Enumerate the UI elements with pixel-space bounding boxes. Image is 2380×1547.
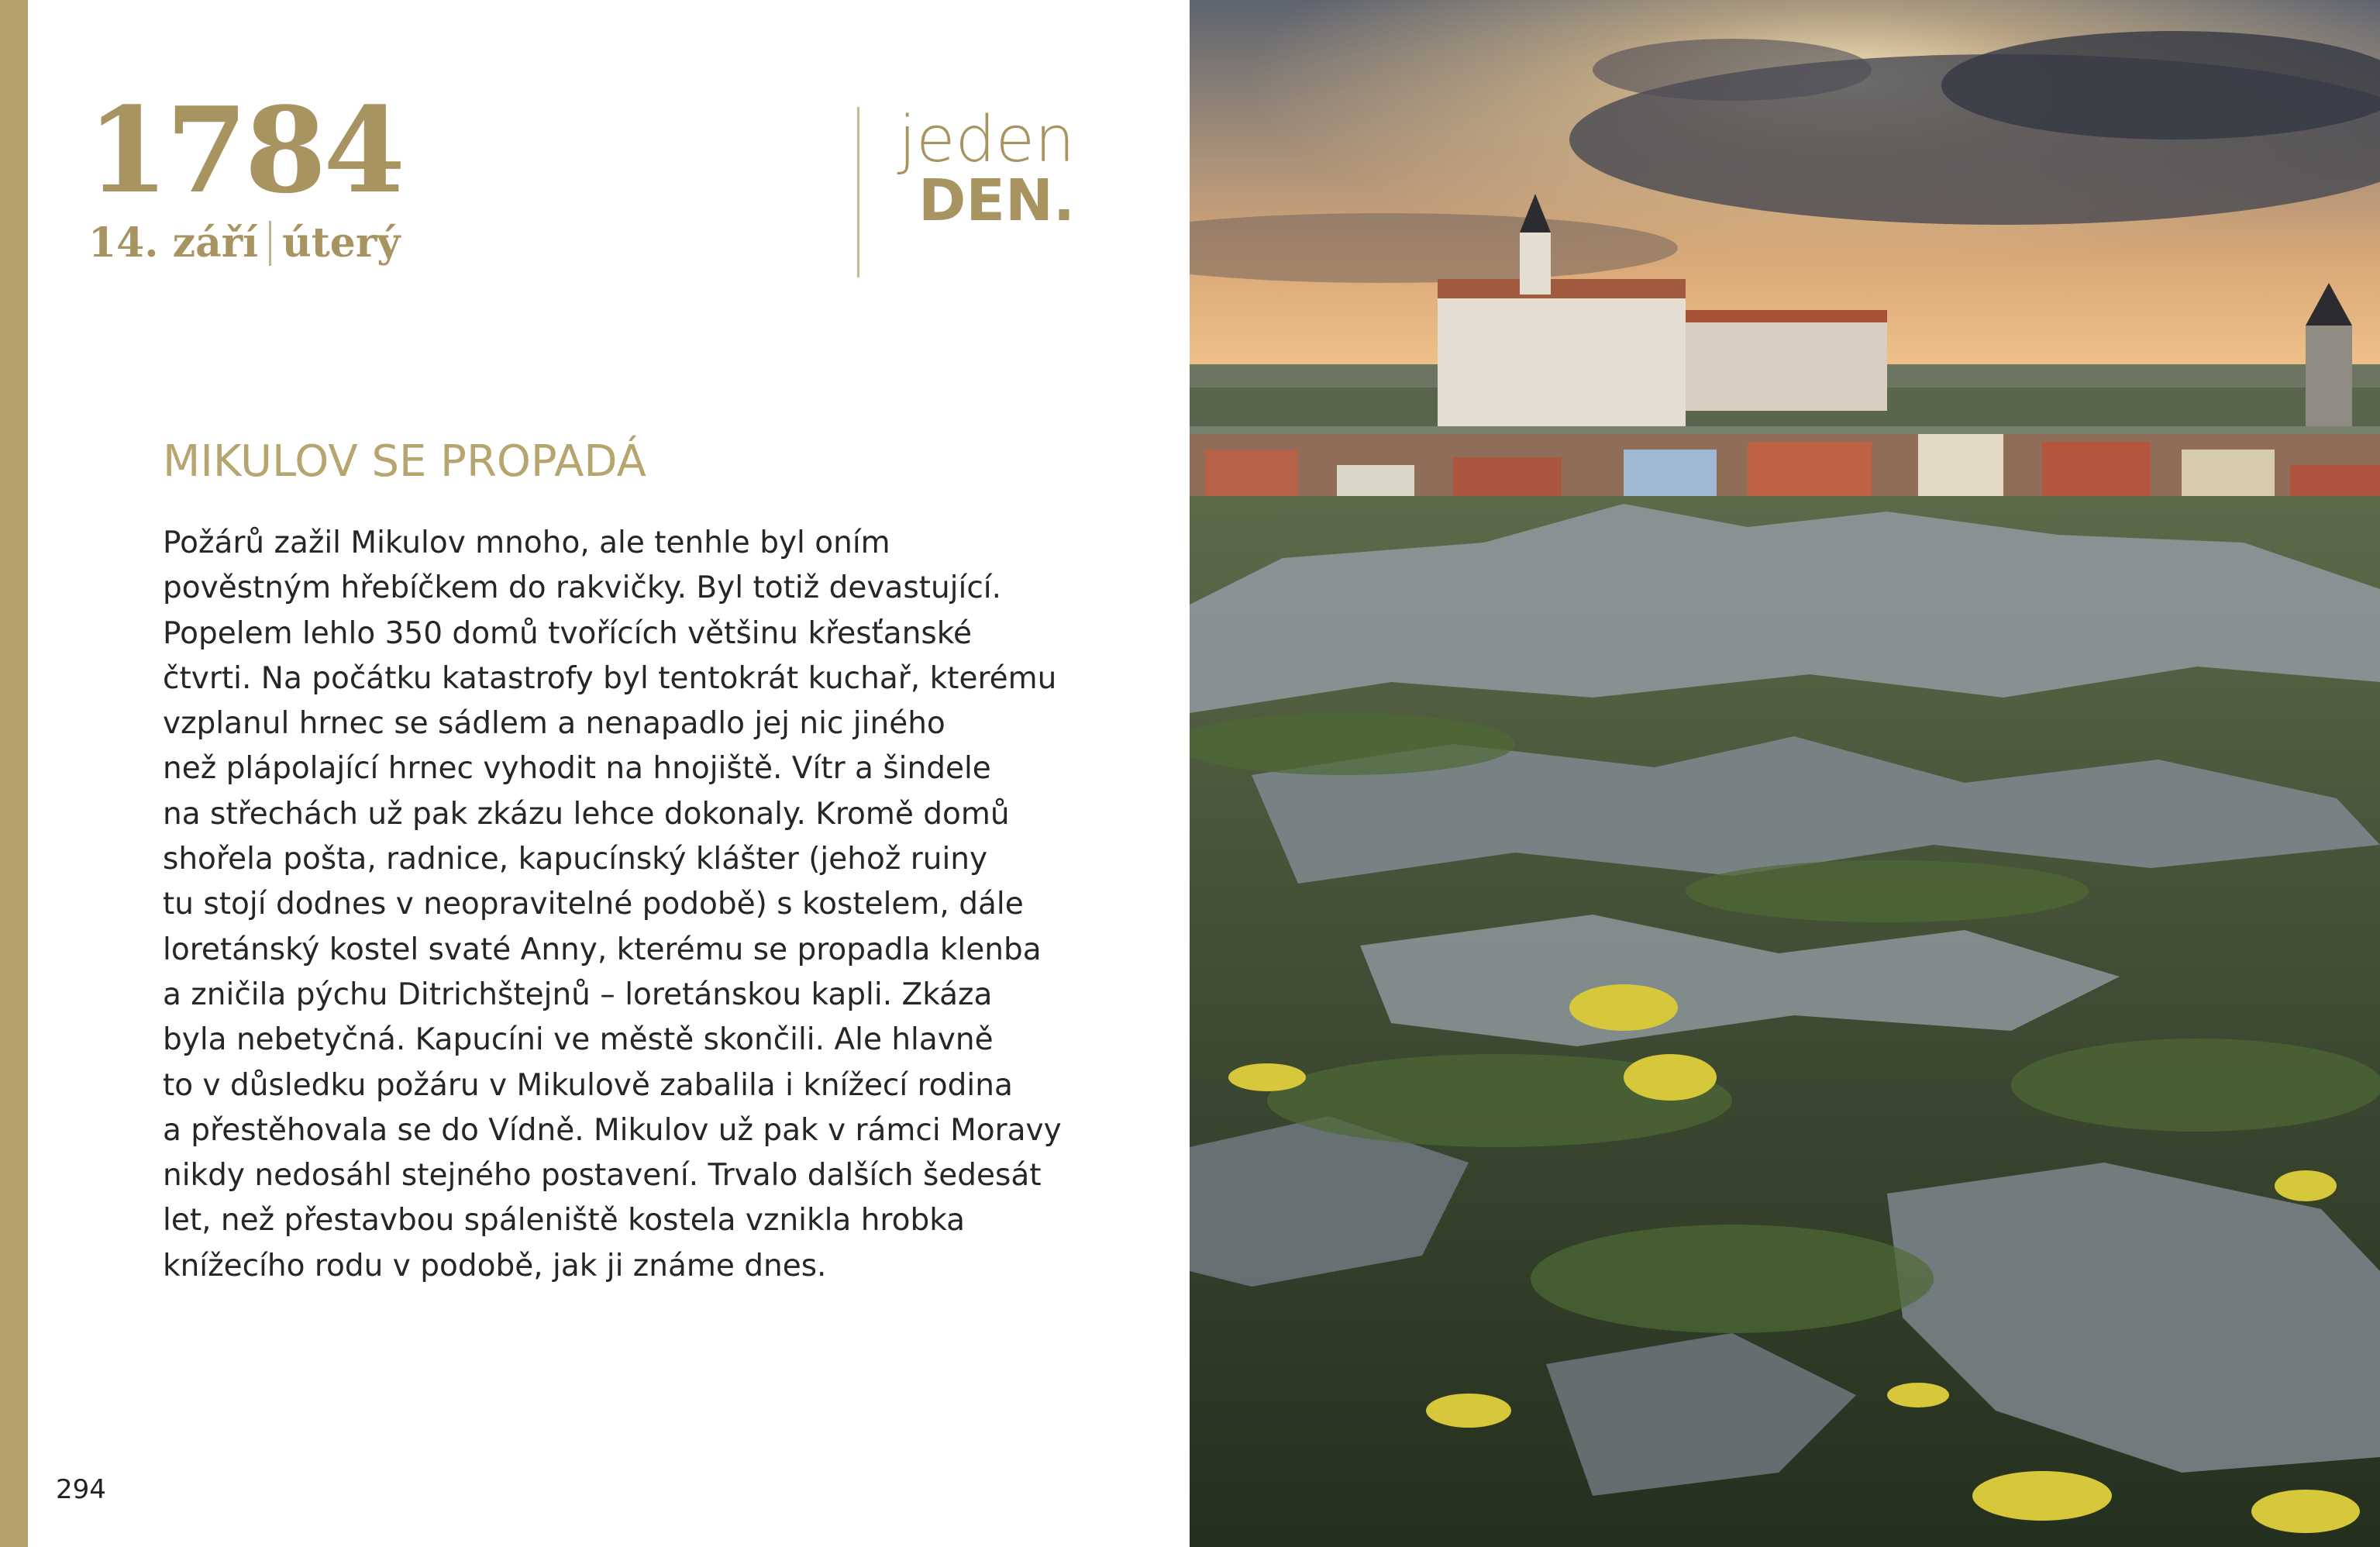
date-line bbox=[88, 221, 400, 266]
body-line: na střechách už pak zkázu lehce dokonaly. Kromě domů bbox=[163, 796, 1010, 832]
body-line: loretánský kostel svaté Anny, kterému se propadla klenba bbox=[163, 932, 1042, 967]
brand-word-jeden: jeden bbox=[898, 103, 1075, 177]
weekday: úterý bbox=[281, 219, 401, 267]
body-line: let, než přestavbou spáleniště kostela vznikla hrobka bbox=[163, 1203, 966, 1239]
body-line: než plápolající hrnec vyhodit na hnojiště. Vítr a šindele bbox=[163, 751, 991, 787]
body-line: Požárů zažil Mikulov mnoho, ale tenhle byl oním bbox=[163, 525, 890, 560]
brand-word-den: DEN. bbox=[918, 167, 1075, 234]
body-line: čtvrti. Na počátku katastrofy byl tentokrát kuchař, kterému bbox=[163, 660, 1057, 696]
gold-edge-strip bbox=[0, 0, 28, 1547]
body-line: a zničila pýchu Ditrichštejnů – loretánskou kapli. Zkáza bbox=[163, 977, 993, 1012]
year-heading: 1784 bbox=[87, 81, 403, 219]
body-line: a přestěhovala se do Vídně. Mikulov už pak v rámci Moravy bbox=[163, 1112, 1062, 1148]
date-separator bbox=[269, 221, 271, 266]
body-line: vzplanul hrnec se sádlem a nenapadlo jej nic jiného bbox=[163, 706, 945, 742]
body-line: tu stojí dodnes v neopravitelné podobě) s kostelem, dále bbox=[163, 887, 1024, 922]
page-number: 294 bbox=[56, 1474, 106, 1505]
body-line: nikdy nedosáhl stejného postavení. Trvalo dalších šedesát bbox=[163, 1158, 1042, 1194]
body-line: knížecího rodu v podobě, jak ji známe dnes. bbox=[163, 1248, 827, 1283]
body-line: Popelem lehlo 350 domů tvořících většinu křesťanské bbox=[163, 615, 972, 651]
article-heading: MIKULOV SE PROPADÁ bbox=[163, 436, 646, 487]
body-line: pověstným hřebíčkem do rakvičky. Byl totiž devastující. bbox=[163, 570, 1002, 606]
body-line: to v důsledku požáru v Mikulově zabalila i knížecí rodina bbox=[163, 1067, 1013, 1103]
day-month: 14. září bbox=[88, 219, 258, 267]
article-body bbox=[163, 521, 1155, 1289]
header-divider bbox=[857, 107, 859, 277]
body-line: byla nebetyčná. Kapucíni ve městě skončili. Ale hlavně bbox=[163, 1022, 994, 1058]
body-line: shořela pošta, radnice, kapucínský klášter (jehož ruiny bbox=[163, 842, 988, 877]
mikulov-landscape-photo bbox=[1190, 0, 2380, 1547]
